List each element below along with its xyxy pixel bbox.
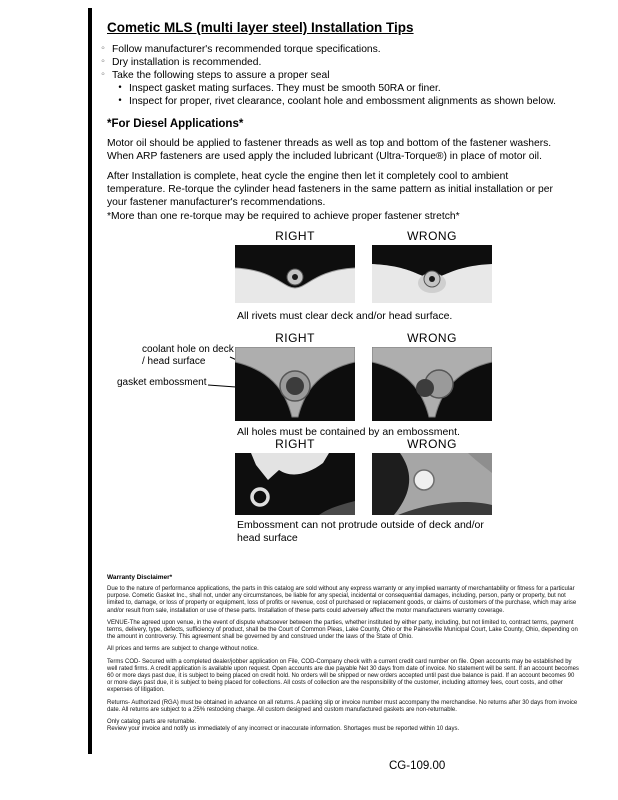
embossment-containment-right-diagram [235,347,355,421]
right-label-row1: RIGHT [275,229,315,243]
disclaimer-paragraph: Only catalog parts are returnable. [107,719,197,726]
bolt-hole [252,489,268,505]
rivet-clearance-right-diagram [235,245,355,303]
disclaimer-paragraph: Due to the nature of performance applications, the parts in this catalog are sold without any express warranty or any implied warranty of merchantability or fitness for a particular purpose. Cometic Gasket Inc., shall not, under any circumstances, be liable for any special, incidental or consequential damages, including, person, party or property, but not limited to, damage, or loss of property or equipment, loss of profits or revenue, cost of purchased or replacement goods, or claims of customers of the purchase, which may arise and/or result from sale, installation or use of these parts. Installation of these parts could adversely affect the motor manufacturers warranty coverage. [107,586,577,614]
tips-list [99,43,591,108]
wrong-label-row3: WRONG [407,437,457,451]
warranty-disclaimer [107,574,580,738]
filled-bullet-icon: • [117,96,123,106]
figure-row1-right-photo [235,245,355,303]
list-item-text: Inspect for proper, rivet clearance, coolant hole and embossment alignments as shown below. [129,96,556,107]
hollow-bullet-icon: ◦ [100,44,106,54]
list-item-text: Inspect gasket mating surfaces. They must be smooth 50RA or finer. [129,83,441,94]
wrong-label-row2: WRONG [407,331,457,345]
diesel-paragraph-2: After Installation is complete, heat cycle the engine then let it completely cool to ambient temperature. Re-torque the cylinder head fasteners in the same pattern as initial installation or per your fastener manufacturer's recommendations. [107,171,553,208]
list-item-text: Follow manufacturer's recommended torque specifications. [112,44,381,55]
gasket-embossment-annotation: gasket embossment [117,377,207,388]
figure-row2-wrong-photo [372,347,492,421]
embossment-protrusion-wrong-diagram [372,453,492,515]
list-item-text: Dry installation is recommended. [112,57,262,68]
retorque-note: *More than one re-torque may be required to achieve proper fastener stretch* [107,211,460,222]
list-item [99,56,591,69]
list-item [116,82,591,95]
disclaimer-paragraph: All prices and terms are subject to change without notice. [107,646,259,653]
rivet-clearance-wrong-diagram [372,245,492,303]
disclaimer-paragraph: Returns- Authorized (RGA) must be obtained in advance on all returns. A packing slip or invoice number must accompany the merchandise. No returns after 30 days from invoice date. All returns are subject to a 25% restocking charge. All custom designed and custom manufactured gaskets are non-returnable. [107,699,578,713]
figure-row1-wrong-photo [372,245,492,303]
diesel-paragraph-1: Motor oil should be applied to fastener threads as well as top and bottom of the fastener washers. When ARP fasteners are used apply the included lubricant (Ultra-Torque®) in place of motor oil. [107,138,552,162]
disclaimer-paragraph: Terms COD- Secured with a completed dealer/jobber application on File, COD-Company check with a current credit card number on file. Open accounts may be established by well rated firms. A credit application is available upon request. Open accounts are due payable Net 30 days from date of invoice. No statement will be sent. If an account becomes 60 or more days past due, it is subject to being placed on credit hold. No orders will be shipped or new orders accepted until past due balance is paid. If an account becomes 90 or more days past due, it is subject to being placed for collections. All costs of collection are the responsibility of the customer, including attorney fees, court costs, and other expenses of litigation. [107,658,579,694]
figure-caption-row3: Embossment can not protrude outside of deck and/or head surface [237,519,484,544]
embossment-containment-wrong-diagram [372,347,492,421]
wrong-label-row1: WRONG [407,229,457,243]
disclaimer-paragraph: VENUE-The agreed upon venue, in the event of dispute whatsoever between the parties, whether instituted by either party, including, but not limited to, contract terms, payment terms, delivery, type, defects, sufficiency of product, shall be the Court of Common Pleas, Lake County, Ohio or the Painesville Municipal Court, Lake County, Ohio, depending on the amount in controversy. This agreement shall be governed by and construed under the laws of the State of Ohio. [107,619,578,641]
list-item [99,69,591,82]
document-code: CG-109.00 [389,760,446,772]
hollow-bullet-icon: ◦ [100,70,106,80]
hollow-bullet-icon: ◦ [100,57,106,67]
figure-caption-row2: All holes must be contained by an embossment. [237,426,460,438]
protruding-embossment [414,470,434,490]
filled-bullet-icon: • [117,83,123,93]
disclaimer-paragraph: Review your invoice and notify us immediately of any incorrect or inaccurate information. Shortages must be reported within 10 days. [107,726,460,733]
embossment-protrusion-right-diagram [235,453,355,515]
tips-sublist [116,82,591,108]
diesel-applications-heading: *For Diesel Applications* [107,118,244,130]
right-label-row3: RIGHT [275,437,315,451]
coolant-hole [286,377,304,395]
coolant-hole-annotation: coolant hole on deck / head surface [142,344,234,367]
list-item [116,95,591,108]
left-margin-rule [88,8,92,754]
coolant-hole [416,379,434,397]
right-label-row2: RIGHT [275,331,315,345]
list-item-text: Take the following steps to assure a proper seal [112,70,330,81]
disclaimer-heading: Warranty Disclaimer* [107,574,173,581]
figure-caption-row1: All rivets must clear deck and/or head surface. [237,310,453,322]
figure-row3-wrong-photo [372,453,492,515]
figure-row2-right-photo [235,347,355,421]
list-item [99,43,591,56]
figure-row3-right-photo [235,453,355,515]
page-title: Cometic MLS (multi layer steel) Installation Tips [107,20,414,35]
